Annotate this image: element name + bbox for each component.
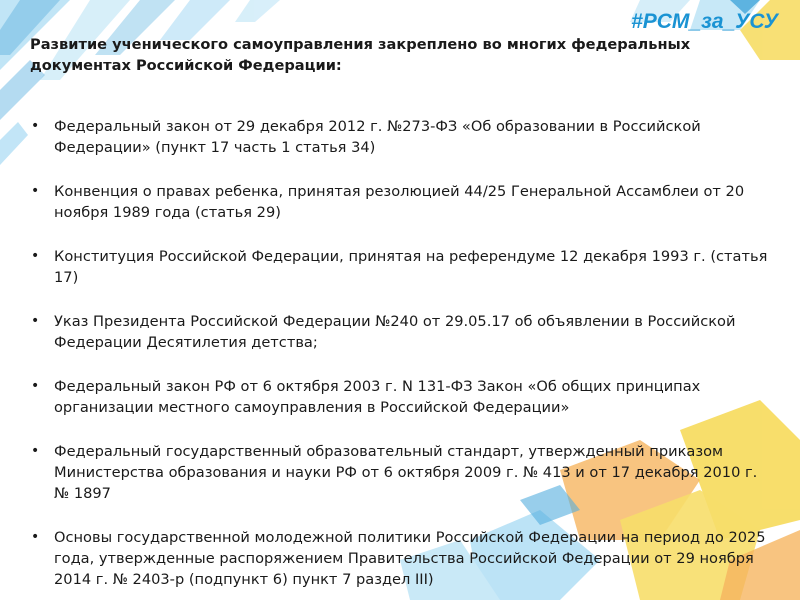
list-item-text: Федеральный закон от 29 декабря 2012 г. №273-ФЗ «Об образовании в Российской Федерации» (пункт 17 часть 1 статья 34): [54, 118, 701, 156]
documents-list: [30, 116, 775, 590]
page-heading: Развитие ученического самоуправления закреплено во многих федеральных документах Российской Федерации:: [30, 36, 691, 74]
list-item: [30, 527, 775, 590]
list-item: [30, 181, 775, 223]
bullet-icon: •: [31, 443, 40, 459]
bullet-icon: •: [31, 529, 40, 545]
list-item-text: Федеральный закон РФ от 6 октября 2003 г. N 131-ФЗ Закон «Об общих принципах организации местного самоуправления в Российской Федерации»: [54, 378, 701, 416]
list-item-text: Конвенция о правах ребенка, принятая резолюцией 44/25 Генеральной Ассамблеи от 20 ноября 1989 года (статья 29): [54, 183, 745, 221]
list-item: [30, 441, 775, 504]
list-item: [30, 311, 775, 353]
list-item: [30, 246, 775, 288]
bullet-icon: •: [31, 378, 40, 394]
list-item-text: Федеральный государственный образовательный стандарт, утвержденный приказом Министерства образования и науки РФ от 6 октября 2009 г. № 413 и от 17 декабря 2010 г. № 1897: [54, 443, 758, 502]
list-item: [30, 376, 775, 418]
main-content: [30, 34, 775, 613]
list-item-text: Конституция Российской Федерации, принятая на референдуме 12 декабря 1993 г. (статья 17): [54, 248, 768, 286]
list-item-text: Основы государственной молодежной политики Российской Федерации на период до 2025 года, утвержденные распоряжением Правительства Российской Федерации от 29 ноября 2014 г. № 2403-р (подпункт 6) пункт 7 раздел III): [54, 529, 766, 588]
bullet-icon: •: [31, 248, 40, 264]
list-item-text: Указ Президента Российской Федерации №240 от 29.05.17 об объявлении в Российской Федерации Десятилетия детства;: [54, 313, 736, 351]
bullet-icon: •: [31, 183, 40, 199]
hashtag-label: #РСМ_за_УСУ: [631, 10, 778, 33]
list-item: [30, 116, 775, 158]
bullet-icon: •: [31, 313, 40, 329]
bullet-icon: •: [31, 118, 40, 134]
